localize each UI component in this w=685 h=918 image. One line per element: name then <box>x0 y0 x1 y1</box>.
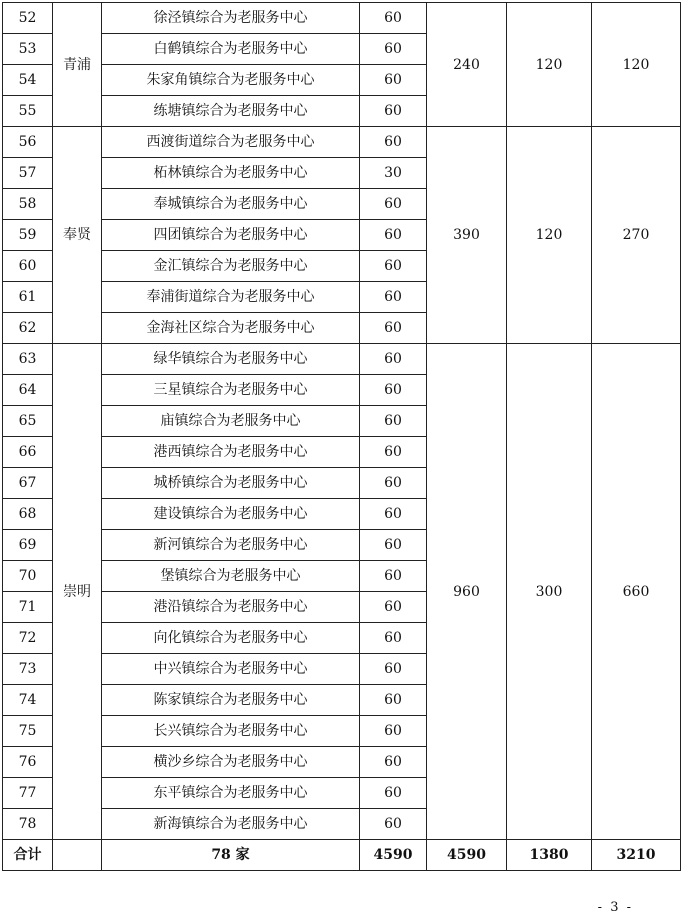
center-count: 60 <box>360 127 427 158</box>
district-cell: 崇明 <box>53 344 102 840</box>
table-row <box>3 127 681 158</box>
center-count: 60 <box>360 34 427 65</box>
group-col-c: 120 <box>592 3 681 127</box>
district-cell: 青浦 <box>53 3 102 127</box>
row-number: 64 <box>3 375 53 406</box>
group-col-b: 300 <box>507 344 592 840</box>
center-count: 60 <box>360 561 427 592</box>
center-count: 60 <box>360 313 427 344</box>
row-number: 60 <box>3 251 53 282</box>
center-count: 60 <box>360 251 427 282</box>
center-name: 绿华镇综合为老服务中心 <box>102 344 360 375</box>
row-number: 72 <box>3 623 53 654</box>
totals-total: 4590 <box>427 840 507 871</box>
totals-count: 4590 <box>360 840 427 871</box>
center-count: 60 <box>360 654 427 685</box>
totals-name: 78 家 <box>102 840 360 871</box>
row-number: 52 <box>3 3 53 34</box>
center-name: 白鹤镇综合为老服务中心 <box>102 34 360 65</box>
row-number: 75 <box>3 716 53 747</box>
center-name: 长兴镇综合为老服务中心 <box>102 716 360 747</box>
center-name: 建设镇综合为老服务中心 <box>102 499 360 530</box>
row-number: 53 <box>3 34 53 65</box>
row-number: 63 <box>3 344 53 375</box>
table-row <box>3 3 681 34</box>
center-name: 奉城镇综合为老服务中心 <box>102 189 360 220</box>
row-number: 61 <box>3 282 53 313</box>
service-center-table <box>2 2 681 871</box>
row-number: 65 <box>3 406 53 437</box>
center-name: 新河镇综合为老服务中心 <box>102 530 360 561</box>
row-number: 57 <box>3 158 53 189</box>
center-count: 60 <box>360 499 427 530</box>
center-count: 60 <box>360 530 427 561</box>
center-name: 堡镇综合为老服务中心 <box>102 561 360 592</box>
center-name: 朱家角镇综合为老服务中心 <box>102 65 360 96</box>
totals-col-b: 1380 <box>507 840 592 871</box>
center-name: 四团镇综合为老服务中心 <box>102 220 360 251</box>
center-count: 60 <box>360 220 427 251</box>
center-name: 奉浦街道综合为老服务中心 <box>102 282 360 313</box>
center-count: 60 <box>360 344 427 375</box>
totals-empty <box>53 840 102 871</box>
group-total: 960 <box>427 344 507 840</box>
center-count: 30 <box>360 158 427 189</box>
group-col-c: 660 <box>592 344 681 840</box>
center-name: 横沙乡综合为老服务中心 <box>102 747 360 778</box>
center-name: 陈家镇综合为老服务中心 <box>102 685 360 716</box>
center-name: 三星镇综合为老服务中心 <box>102 375 360 406</box>
center-count: 60 <box>360 592 427 623</box>
totals-label: 合计 <box>3 840 53 871</box>
totals-col-c: 3210 <box>592 840 681 871</box>
row-number: 54 <box>3 65 53 96</box>
center-count: 60 <box>360 747 427 778</box>
center-count: 60 <box>360 685 427 716</box>
center-name: 金海社区综合为老服务中心 <box>102 313 360 344</box>
center-name: 庙镇综合为老服务中心 <box>102 406 360 437</box>
row-number: 71 <box>3 592 53 623</box>
center-count: 60 <box>360 65 427 96</box>
center-name: 东平镇综合为老服务中心 <box>102 778 360 809</box>
center-name: 港沿镇综合为老服务中心 <box>102 592 360 623</box>
row-number: 56 <box>3 127 53 158</box>
row-number: 77 <box>3 778 53 809</box>
row-number: 55 <box>3 96 53 127</box>
center-count: 60 <box>360 375 427 406</box>
group-col-b: 120 <box>507 3 592 127</box>
table-body <box>3 3 681 871</box>
row-number: 59 <box>3 220 53 251</box>
center-count: 60 <box>360 778 427 809</box>
center-name: 徐泾镇综合为老服务中心 <box>102 3 360 34</box>
center-count: 60 <box>360 809 427 840</box>
group-total: 390 <box>427 127 507 344</box>
row-number: 69 <box>3 530 53 561</box>
row-number: 78 <box>3 809 53 840</box>
center-name: 练塘镇综合为老服务中心 <box>102 96 360 127</box>
row-number: 58 <box>3 189 53 220</box>
center-name: 柘林镇综合为老服务中心 <box>102 158 360 189</box>
center-name: 城桥镇综合为老服务中心 <box>102 468 360 499</box>
row-number: 67 <box>3 468 53 499</box>
row-number: 66 <box>3 437 53 468</box>
center-name: 金汇镇综合为老服务中心 <box>102 251 360 282</box>
center-count: 60 <box>360 716 427 747</box>
center-name: 向化镇综合为老服务中心 <box>102 623 360 654</box>
group-col-c: 270 <box>592 127 681 344</box>
page-number: - 3 - <box>597 900 633 915</box>
center-count: 60 <box>360 468 427 499</box>
center-count: 60 <box>360 406 427 437</box>
group-col-b: 120 <box>507 127 592 344</box>
row-number: 68 <box>3 499 53 530</box>
table-row <box>3 344 681 375</box>
center-name: 新海镇综合为老服务中心 <box>102 809 360 840</box>
center-count: 60 <box>360 623 427 654</box>
center-count: 60 <box>360 282 427 313</box>
district-cell: 奉贤 <box>53 127 102 344</box>
row-number: 76 <box>3 747 53 778</box>
row-number: 74 <box>3 685 53 716</box>
row-number: 73 <box>3 654 53 685</box>
center-count: 60 <box>360 189 427 220</box>
center-count: 60 <box>360 3 427 34</box>
row-number: 62 <box>3 313 53 344</box>
center-count: 60 <box>360 96 427 127</box>
group-total: 240 <box>427 3 507 127</box>
center-name: 中兴镇综合为老服务中心 <box>102 654 360 685</box>
center-count: 60 <box>360 437 427 468</box>
center-name: 西渡街道综合为老服务中心 <box>102 127 360 158</box>
center-name: 港西镇综合为老服务中心 <box>102 437 360 468</box>
row-number: 70 <box>3 561 53 592</box>
totals-row <box>3 840 681 871</box>
